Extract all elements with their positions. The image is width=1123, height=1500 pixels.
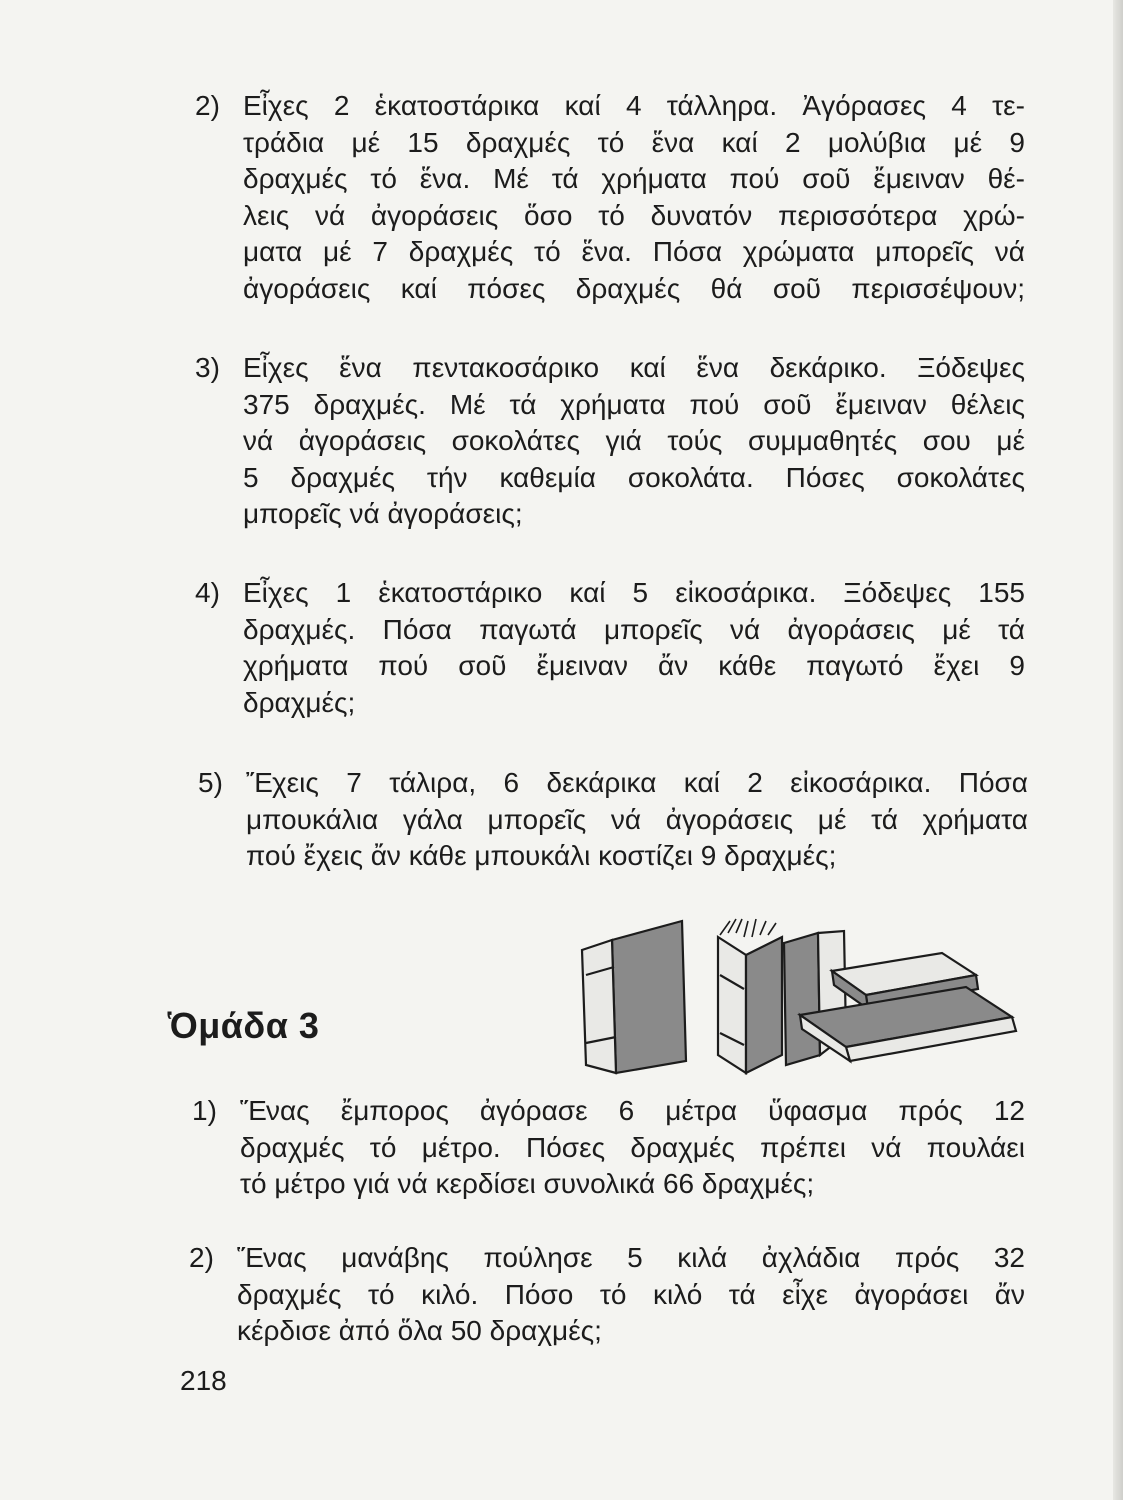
- problem-line: μπουκάλια γάλα μπορεῖς νά ἀγοράσεις μέ τά χρήματα: [246, 803, 1028, 835]
- problem-line: λεις νά ἀγοράσεις ὅσο τό δυνατόν περισσότερα χρώ-: [243, 199, 1025, 231]
- problem-number: 3): [195, 352, 220, 383]
- problem-line: δραχμές. Πόσα παγωτά μπορεῖς νά ἀγοράσεις μέ τά: [243, 613, 1025, 645]
- problem-line: Εἶχες ἕνα πεντακοσάρικο καί ἕνα δεκάρικο. Ξόδεψες: [243, 352, 1025, 383]
- problem-line: πού ἔχεις ἄν κάθε μπουκάλι κοστίζει 9 δραχμές;: [246, 840, 837, 871]
- problem-5: [198, 765, 1028, 875]
- problem-line: μπορεῖς νά ἀγοράσεις;: [243, 498, 523, 529]
- problem-number: 4): [195, 577, 220, 608]
- problem-3: [195, 350, 1025, 533]
- problem-line: χρήματα πού σοῦ ἔμειναν ἄν κάθε παγωτό ἔχει 9: [243, 650, 1025, 681]
- problem-group3-1: [192, 1093, 1025, 1203]
- problem-line: 375 δραχμές. Μέ τά χρήματα πού σοῦ ἔμειναν θέλεις: [243, 388, 1025, 420]
- problem-line: δραχμές τό ἕνα. Μέ τά χρήματα πού σοῦ ἔμειναν θέ-: [243, 163, 1025, 194]
- problem-line: Ἕνας μανάβης πούλησε 5 κιλά ἀχλάδια πρός 32: [237, 1242, 1025, 1273]
- problem-group3-2: [189, 1240, 1025, 1350]
- page-edge: [1113, 0, 1123, 1500]
- problem-line: 5 δραχμές τήν καθεμία σοκολάτα. Πόσες σοκολάτες: [243, 461, 1025, 493]
- problem-number: 5): [198, 767, 223, 798]
- problem-line: Εἶχες 1 ἑκατοστάρικο καί 5 εἰκοσάρικα. Ξόδεψες 155: [243, 577, 1025, 608]
- problem-4: [195, 575, 1025, 721]
- problem-line: κέρδισε ἀπό ὅλα 50 δραχμές;: [237, 1315, 602, 1346]
- problem-2: [195, 88, 1025, 307]
- book-standing-left: [582, 921, 686, 1073]
- section-title: Ὁμάδα 3: [168, 1005, 320, 1046]
- problem-line: τράδια μέ 15 δραχμές τό ἕνα καί 2 μολύβια μέ 9: [243, 126, 1025, 158]
- problem-line: δραχμές τό κιλό. Πόσο τό κιλό τά εἶχε ἀγοράσει ἄν: [237, 1278, 1025, 1310]
- problem-line: ἀγοράσεις καί πόσες δραχμές θά σοῦ περισσέψουν;: [243, 272, 1025, 304]
- problem-line: Εἶχες 2 ἑκατοστάρικα καί 4 τάλληρα. Ἀγόρασες 4 τε-: [243, 90, 1025, 121]
- problem-line: Ἕνας ἔμπορος ἀγόρασε 6 μέτρα ὕφασμα πρός 12: [240, 1095, 1025, 1126]
- page-number: 218: [180, 1365, 227, 1396]
- problem-number: 2): [189, 1242, 214, 1273]
- problem-line: Ἔχεις 7 τάλιρα, 6 δεκάρικα καί 2 εἰκοσάρικα. Πόσα: [246, 767, 1028, 798]
- problem-line: δραχμές;: [243, 686, 356, 718]
- problem-line: τό μέτρο γιά νά κερδίσει συνολικά 66 δραχμές;: [240, 1168, 815, 1199]
- problem-line: ματα μέ 7 δραχμές τό ἕνα. Πόσα χρώματα μπορεῖς νά: [243, 236, 1025, 267]
- books-illustration: [570, 915, 1040, 1075]
- problem-number: 2): [195, 90, 220, 121]
- book-open-middle: [718, 919, 782, 1073]
- problem-line: δραχμές τό μέτρο. Πόσες δραχμές πρέπει νά πουλάει: [240, 1131, 1025, 1163]
- problem-line: νά ἀγοράσεις σοκολάτες γιά τούς συμμαθητές σου μέ: [243, 425, 1025, 456]
- problem-number: 1): [192, 1095, 217, 1126]
